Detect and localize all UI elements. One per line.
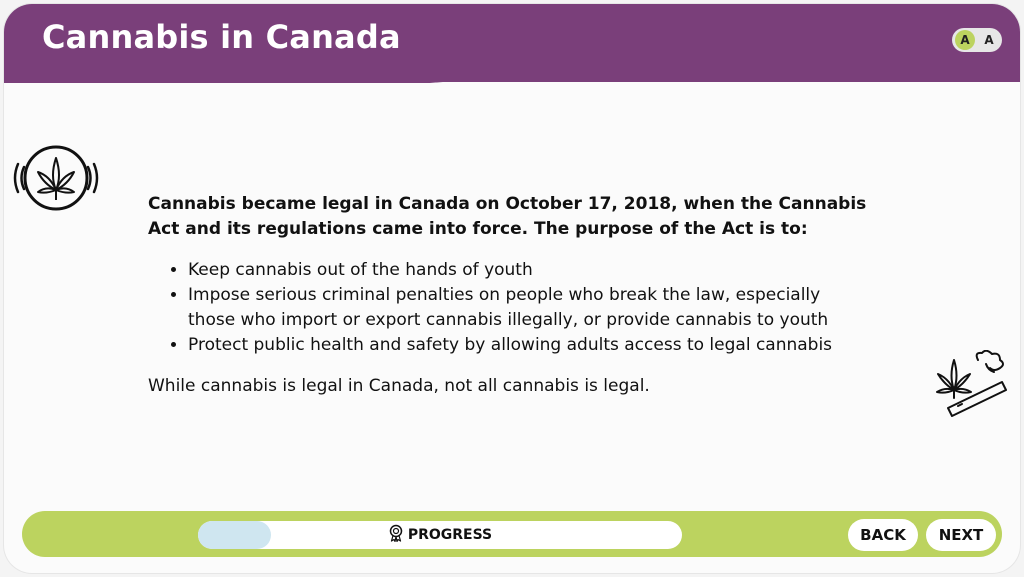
intro-paragraph: Cannabis became legal in Canada on October 17, 2018, when the Cannabis Act and its regulations came into force. The purpose of the Act is to: bbox=[148, 194, 867, 239]
list-item: • Protect public health and safety by allowing adults access to legal cannabis bbox=[188, 333, 868, 358]
back-button[interactable]: BACK bbox=[848, 519, 918, 551]
list-item: • Impose serious criminal penalties on people who break the law, especially those who import or export cannabis illegally, or provide cannabis to youth bbox=[188, 283, 868, 333]
closing-paragraph: While cannabis is legal in Canada, not all cannabis is legal. bbox=[148, 376, 650, 396]
next-button[interactable]: NEXT bbox=[926, 519, 996, 551]
award-ribbon-icon bbox=[388, 524, 404, 546]
cannabis-leaf-badge-icon bbox=[12, 140, 102, 224]
font-size-small-option[interactable]: A bbox=[955, 30, 975, 50]
header-bar bbox=[4, 4, 1020, 82]
page-title: Cannabis in Canada bbox=[42, 18, 401, 56]
list-item: • Keep cannabis out of the hands of youth bbox=[188, 258, 868, 283]
cannabis-joint-smoke-icon bbox=[932, 350, 1012, 424]
font-size-large-option[interactable]: A bbox=[984, 33, 994, 47]
progress-bar bbox=[198, 521, 682, 549]
course-slide bbox=[4, 4, 1020, 573]
main-content bbox=[148, 192, 868, 399]
purpose-list bbox=[148, 258, 868, 358]
navigation-bar bbox=[22, 511, 1002, 557]
font-size-toggle[interactable] bbox=[952, 28, 1002, 52]
progress-label: PROGRESS bbox=[407, 527, 493, 543]
